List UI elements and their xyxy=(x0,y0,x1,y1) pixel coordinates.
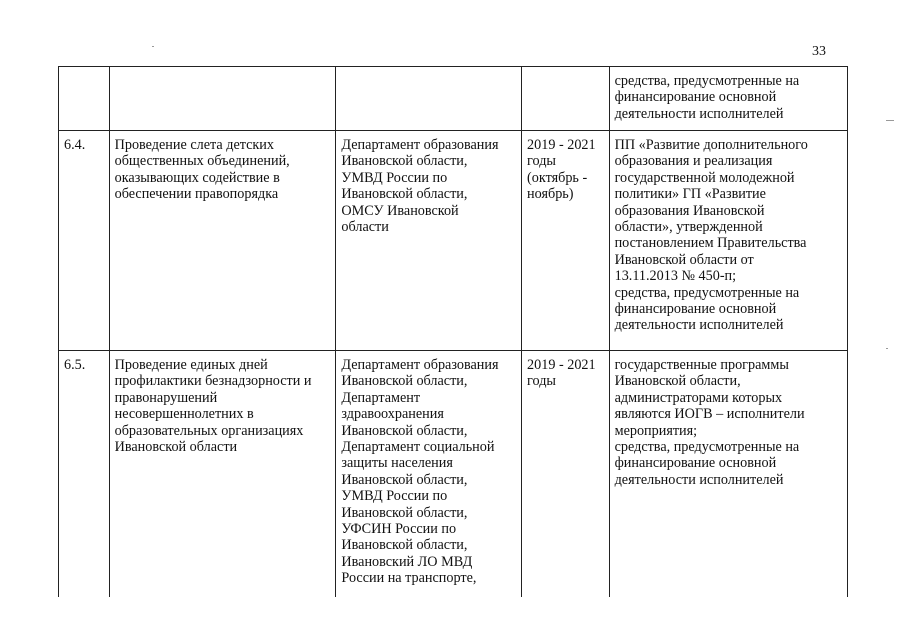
executors-cell xyxy=(336,67,522,131)
period-cell xyxy=(522,67,610,131)
event-cell: Проведение слета детских общественных объединений, оказывающих содействие в обеспечении правопорядка xyxy=(109,131,336,351)
period-cell: 2019 - 2021 годы xyxy=(522,351,610,597)
scan-speck xyxy=(152,46,154,47)
event-cell xyxy=(109,67,336,131)
table-row xyxy=(59,67,848,131)
measures-table xyxy=(58,66,848,597)
funding-cell: ПП «Развитие дополнительного образования и реализация государственной молодежной политики» ГП «Развитие образования Ивановской области», утвержденной постановлением Правительства Ивановской области от 13.11.2013 № 450-п; средства, предусмотренные на финансирование основной деятельности исполнителей xyxy=(609,131,847,351)
item-number-cell: 6.5. xyxy=(59,351,110,597)
page-number: 33 xyxy=(812,44,826,59)
executors-cell: Департамент образования Ивановской области, УМВД России по Ивановской области, ОМСУ Ивановской области xyxy=(336,131,522,351)
scan-speck xyxy=(886,120,894,121)
executors-cell: Департамент образования Ивановской области, Департамент здравоохранения Ивановской области, Департамент социальной защиты населения Ивановской области, УМВД России по Ивановской области, УФСИН России по Ивановской области, Ивановский ЛО МВД России на транспорте, xyxy=(336,351,522,597)
table-row xyxy=(59,351,848,597)
period-cell: 2019 - 2021 годы (октябрь - ноябрь) xyxy=(522,131,610,351)
funding-cell: государственные программы Ивановской области, администраторами которых являются ИОГВ – исполнители мероприятия; средства, предусмотренные на финансирование основной деятельности исполнителей xyxy=(609,351,847,597)
funding-cell: средства, предусмотренные на финансирование основной деятельности исполнителей xyxy=(609,67,847,131)
item-number-cell: 6.4. xyxy=(59,131,110,351)
table-row xyxy=(59,131,848,351)
item-number-cell xyxy=(59,67,110,131)
event-cell: Проведение единых дней профилактики безнадзорности и правонарушений несовершеннолетних в образовательных организациях Ивановской области xyxy=(109,351,336,597)
scan-speck xyxy=(886,348,888,349)
